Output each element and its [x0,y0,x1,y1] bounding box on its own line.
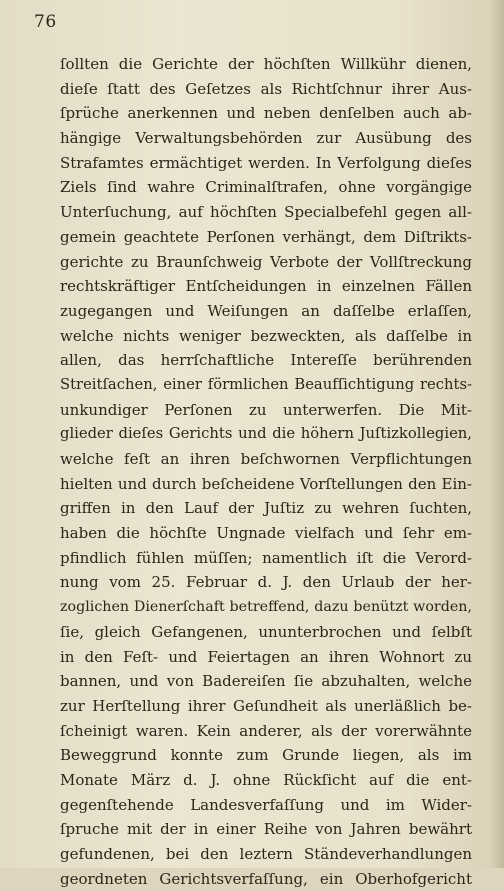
text-line: Monate März d. J. ohne Rückſicht auf die ent- [60,770,472,789]
body-text [60,52,472,891]
text-line: gemein geachtete Perſonen verhängt, dem Diſtrikts- [60,227,472,246]
text-line: gefundenen, bei den leztern Ständeverhandlungen [60,845,472,863]
text-line: Ziels ſind wahre Criminalſtrafen, ohne vorgängige [60,178,472,197]
text-line: unkundiger Perſonen zu unterwerfen. Die Mit- [60,400,472,419]
text-line: ſie, gleich Gefangenen, ununterbrochen und ſelbſt [60,622,472,641]
text-line: welche feſt an ihren beſchwornen Verpflichtungen [60,450,472,468]
text-line: gerichte zu Braunſchweig Verbote der Vollſtreckung [60,252,472,271]
text-line: ſprüche anerkennen und neben denſelben auch ab- [60,104,472,123]
text-line: pfindlich fühlen müſſen; namentlich iſt die Verord- [60,548,472,567]
text-line: Unterſuchung, auf höchſten Specialbefehl gegen all- [60,203,472,222]
text-line: gegenſtehende Landesverfaſſung und im Wider- [60,795,472,814]
text-line: hielten und durch beſcheidene Vorſtellungen den Ein- [60,474,472,493]
page-number: 76 [34,12,57,32]
text-line: Strafamtes ermächtiget werden. In Verfolgung dieſes [60,153,472,172]
text-line: bannen, und von Badereiſen ſie abzuhalten, welche [60,672,472,691]
text-line: zur Herſtellung ihrer Geſundheit als unerläßlich be- [60,696,472,715]
text-line: ſpruche mit der in einer Reihe von Jahren bewährt [60,820,472,839]
text-line: zoglichen Dienerſchaft betreffend, dazu benützt worden, [60,599,472,616]
text-line: nung vom 25. Februar d. J. den Urlaub der her- [60,573,472,592]
text-line: ſcheinigt waren. Kein anderer, als der vorerwähnte [60,721,472,740]
text-line: Streitſachen, einer förmlichen Beaufſichtigung rechts- [60,375,472,393]
text-line: geordneten Gerichtsverfaſſung, ein Oberhofgericht [60,869,472,888]
text-line: glieder dieſes Gerichts und die höhern Juſtizkollegien, [60,425,472,443]
text-line: Beweggrund konnte zum Grunde liegen, als im [60,746,472,765]
text-line: dieſe ſtatt des Geſetzes als Richtſchnur ihrer Aus- [60,79,472,98]
page-edge-shadow [490,0,504,868]
text-line: zugegangen und Weiſungen an daſſelbe erlaſſen, [60,301,472,320]
text-line: hängige Verwaltungsbehörden zur Ausübung des [60,129,472,148]
text-line: welche nichts weniger bezweckten, als daſſelbe in [60,326,472,345]
text-line: in den Feſt- und Feiertagen an ihren Wohnort zu [60,647,472,666]
text-line: ſollten die Gerichte der höchſten Willkühr dienen, [60,55,472,73]
text-line: griffen in den Lauf der Juſtiz zu wehren ſuchten, [60,499,472,518]
text-line: haben die höchſte Ungnade vielfach und ſehr em- [60,524,472,543]
text-line: allen, das herrſchaftliche Intereſſe berührenden [60,351,472,370]
text-line: rechtskräftiger Entſcheidungen in einzelnen Fällen [60,277,472,296]
